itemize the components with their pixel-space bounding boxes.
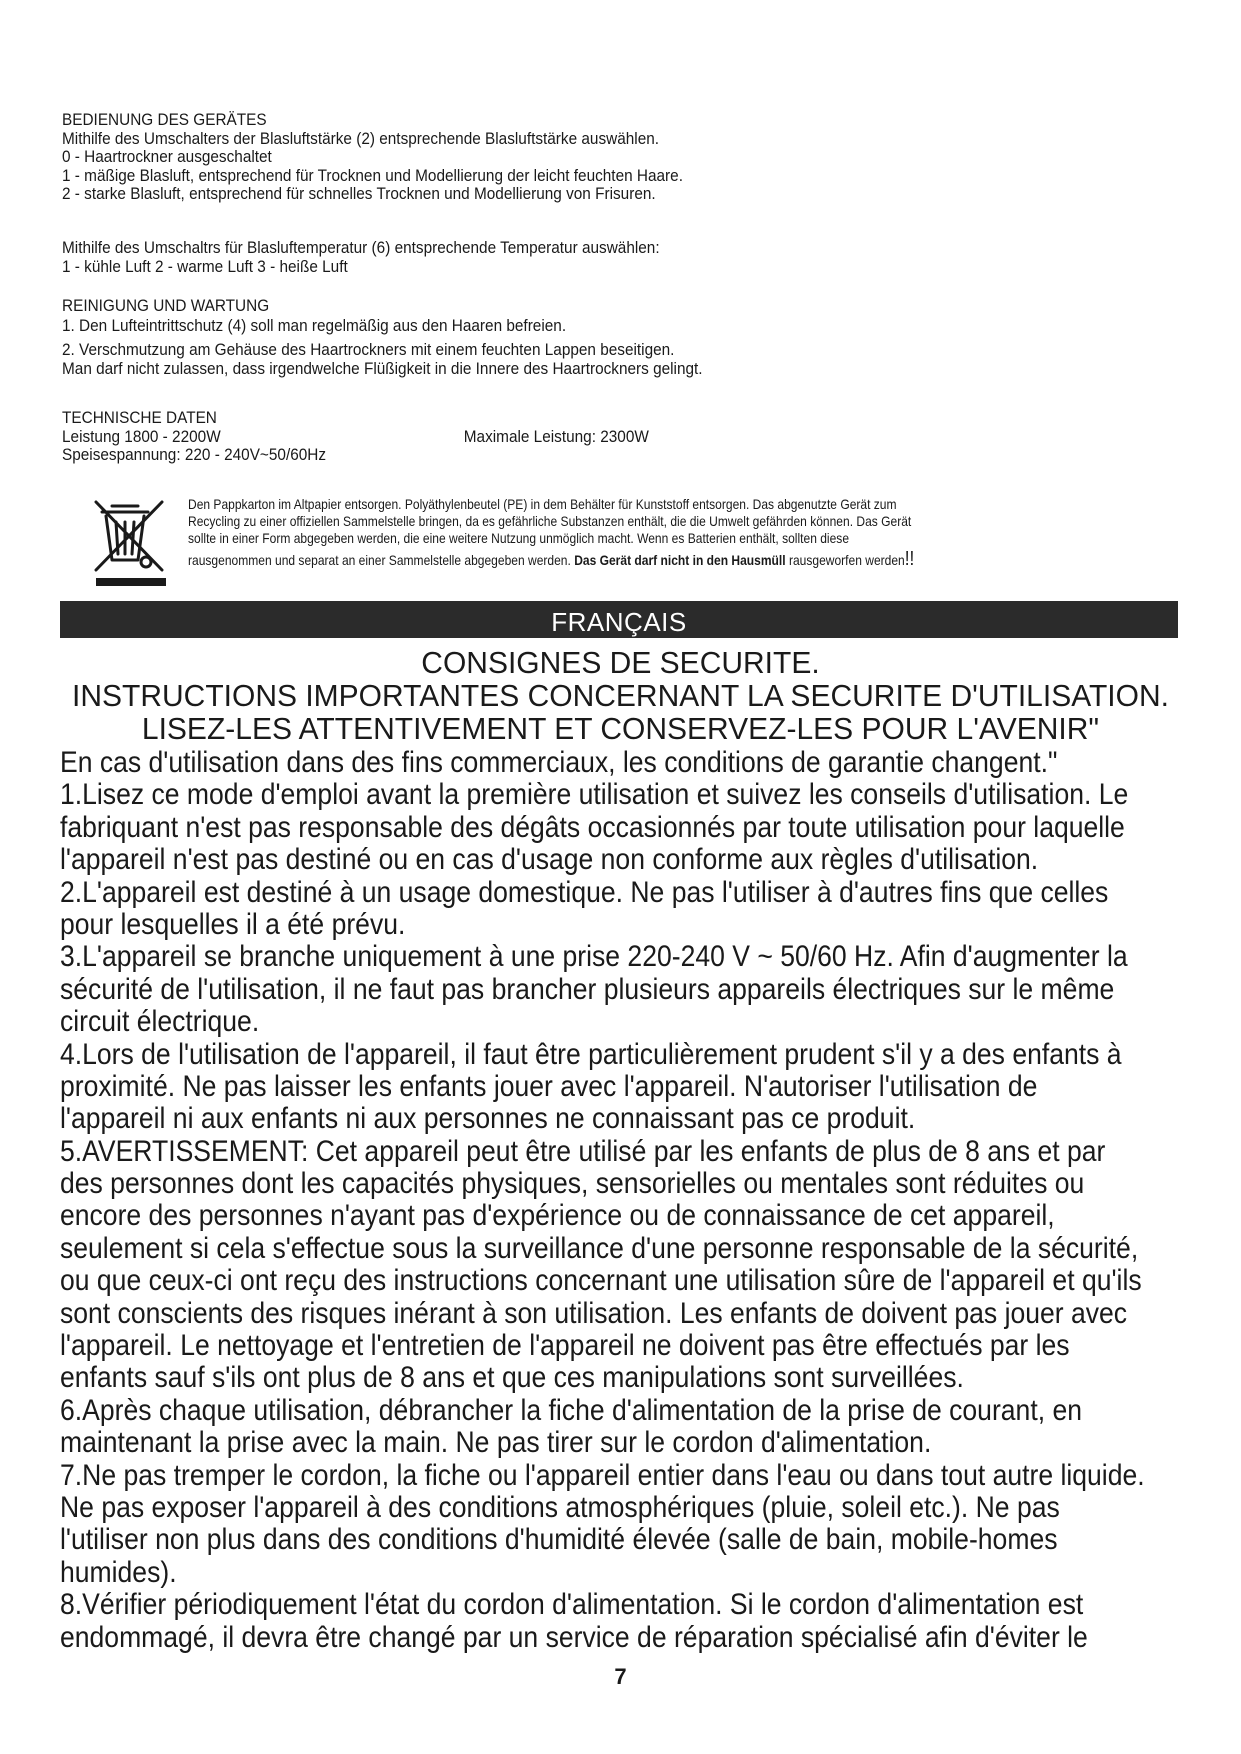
section-heading-operation: BEDIENUNG DES GERÄTES <box>62 111 267 129</box>
disposal-notice <box>188 496 1134 568</box>
text-line: sollte in einer Form abgegeben werden, die eine weitere Nutzung unmöglich macht. Wenn es Batterien enthält, sollten diese <box>188 530 850 546</box>
weee-crossed-bin-icon <box>88 494 174 590</box>
text-line: 4.Lors de l'utilisation de l'appareil, il faut être particulièrement prudent s'il y a des enfants à <box>60 1037 1122 1071</box>
text-line: circuit électrique. <box>60 1005 260 1039</box>
text-line: 1 - kühle Luft 2 - warme Luft 3 - heiße Luft <box>62 257 348 276</box>
text-line: Ne pas exposer l'appareil à des conditions atmosphériques (pluie, soleil etc.). Ne pas <box>60 1490 1060 1524</box>
text-line: l'appareil ni aux enfants ni aux personnes ne connaissant pas ce produit. <box>60 1102 916 1136</box>
text-line: 2.L'appareil est destiné à un usage domestique. Ne pas l'utiliser à d'autres fins que celles <box>60 875 1109 909</box>
text-line: Mithilfe des Umschalters der Blasluftstärke (2) entsprechende Blasluftstärke auswählen. <box>62 129 660 148</box>
text-line: fabriquant n'est pas responsable des dégâts occasionnés par toute utilisation pour laquelle <box>60 810 1125 844</box>
text-line: 1 - mäßige Blasluft, entsprechend für Trocknen und Modellierung der leicht feuchten Haare. <box>62 166 683 185</box>
text-line: 1.Lisez ce mode d'emploi avant la première utilisation et suivez les conseils d'utilisation. Le <box>60 778 1129 812</box>
text-line: humides). <box>60 1555 177 1589</box>
text-line: sécurité de l'utilisation, il ne faut pas brancher plusieurs appareils électriques sur le même <box>60 972 1115 1006</box>
text-line: proximité. Ne pas laisser les enfants jouer avec l'appareil. N'autoriser l'utilisation de <box>60 1069 1038 1103</box>
text-line-disposal-warning <box>188 548 1134 570</box>
specs-row-power <box>62 428 1085 447</box>
text-line: 2. Verschmutzung am Gehäuse des Haartrockners mit einem feuchten Lappen beseitigen. <box>62 341 675 359</box>
max-power-rating: Maximale Leistung: 2300W <box>463 427 649 446</box>
voltage-rating: Speisespannung: 220 - 240V~50/60Hz <box>62 446 327 464</box>
text-line: maintenant la prise avec la main. Ne pas tirer sur le cordon d'alimentation. <box>60 1426 932 1460</box>
text-line: pour lesquelles il a été prévu. <box>60 907 406 941</box>
text-line: des personnes dont les capacités physiques, sensorielles ou mentales sont réduites ou <box>60 1167 1085 1201</box>
power-rating: Leistung 1800 - 2200W <box>62 427 221 446</box>
text-line: 5.AVERTISSEMENT: Cet appareil peut être utilisé par les enfants de plus de 8 ans et par <box>60 1134 1106 1168</box>
german-cleaning-section <box>62 297 1104 378</box>
text-line: encore des personnes n'ayant pas d'expérience ou de connaissance de cet appareil, <box>60 1199 1055 1233</box>
text-line: 1. Den Lufteintrittschutz (4) soll man regelmäßig aus den Haaren befreien. <box>62 317 567 335</box>
french-title-instructions: INSTRUCTIONS IMPORTANTES CONCERNANT LA SECURITE D'UTILISATION. <box>72 679 1169 714</box>
german-operation-section <box>62 111 1104 204</box>
technical-data-section <box>62 409 1162 465</box>
french-safety-body <box>60 746 1145 1654</box>
bold-warning: Das Gerät darf nicht in den Hausmüll <box>574 552 786 568</box>
text-line: En cas d'utilisation dans des fins commerciaux, les conditions de garantie changent." <box>60 746 1058 779</box>
german-temperature-section <box>62 239 1104 276</box>
exclamation: !! <box>904 548 915 570</box>
text-line: l'appareil n'est pas destiné ou en cas d'usage non conforme aux règles d'utilisation. <box>60 843 1039 877</box>
french-title-keep: LISEZ-LES ATTENTIVEMENT ET CONSERVEZ-LES POUR L'AVENIR" <box>141 712 1100 747</box>
text-line: l'appareil. Le nettoyage et l'entretien de l'appareil ne doivent pas être effectués par les <box>60 1329 1070 1363</box>
text-line: 8.Vérifier périodiquement l'état du cordon d'alimentation. Si le cordon d'alimentation est <box>60 1588 1084 1622</box>
text-line: endommagé, il devra être changé par un service de réparation spécialisé afin d'éviter le <box>60 1620 1088 1654</box>
text-line: 6.Après chaque utilisation, débrancher la fiche d'alimentation de la prise de courant, en <box>60 1393 1082 1427</box>
text-line: l'utiliser non plus dans des conditions d'humidité élevée (salle de bain, mobile-homes <box>60 1523 1058 1557</box>
section-heading-technical-data: TECHNISCHE DATEN <box>62 409 217 427</box>
text-line: Den Pappkarton im Altpapier entsorgen. Polyäthylenbeutel (PE) in dem Behälter für Kunststoff entsorgen. Das abgenutzte Gerät zum <box>188 496 897 512</box>
text-line: seulement si cela s'effectue sous la surveillance d'une personne responsable de la sécurité, <box>60 1231 1139 1265</box>
text-line: ou que ceux-ci ont reçu des instructions concernant une utilisation sûre de l'appareil et qu'ils <box>60 1264 1142 1298</box>
text-line: 2 - starke Blasluft, entsprechend für schnelles Trocknen und Modellierung von Frisuren. <box>62 185 656 203</box>
section-heading-cleaning: REINIGUNG UND WARTUNG <box>62 297 270 315</box>
text-line: 7.Ne pas tremper le cordon, la fiche ou l'appareil entier dans l'eau ou dans tout autre liquide. <box>60 1458 1145 1492</box>
french-title-safety: CONSIGNES DE SECURITE. <box>421 646 820 681</box>
text-segment: rausgenommen und separat an einer Sammelstelle abgegeben werden. <box>188 552 571 568</box>
text-line: sont conscients des risques inérant à son utilisation. Les enfants de doivent pas jouer avec <box>60 1296 1128 1330</box>
text-line: 3.L'appareil se branche uniquement à une prise 220-240 V ~ 50/60 Hz. Afin d'augmenter la <box>60 940 1128 974</box>
text-line: Recycling zu einer offiziellen Sammelstelle bringen, da es gefährliche Substanzen enthält, die die Umwelt gefährden können. Das Gerät <box>188 513 912 529</box>
text-segment: rausgeworfen werden <box>788 552 905 568</box>
language-banner <box>60 601 1178 638</box>
text-line: Man darf nicht zulassen, dass irgendwelche Flüßigkeit in die Innere des Haartrockners gelingt. <box>62 359 703 378</box>
text-line: 0 - Haartrockner ausgeschaltet <box>62 148 272 166</box>
page-number: 7 <box>614 1664 627 1689</box>
text-line: enfants sauf s'ils ont plus de 8 ans et que ces manipulations sont surveillées. <box>60 1361 964 1395</box>
text-line: Mithilfe des Umschaltrs für Blasluftemperatur (6) entsprechende Temperatur auswählen: <box>62 239 660 257</box>
language-banner-label: FRANÇAIS <box>551 607 687 637</box>
